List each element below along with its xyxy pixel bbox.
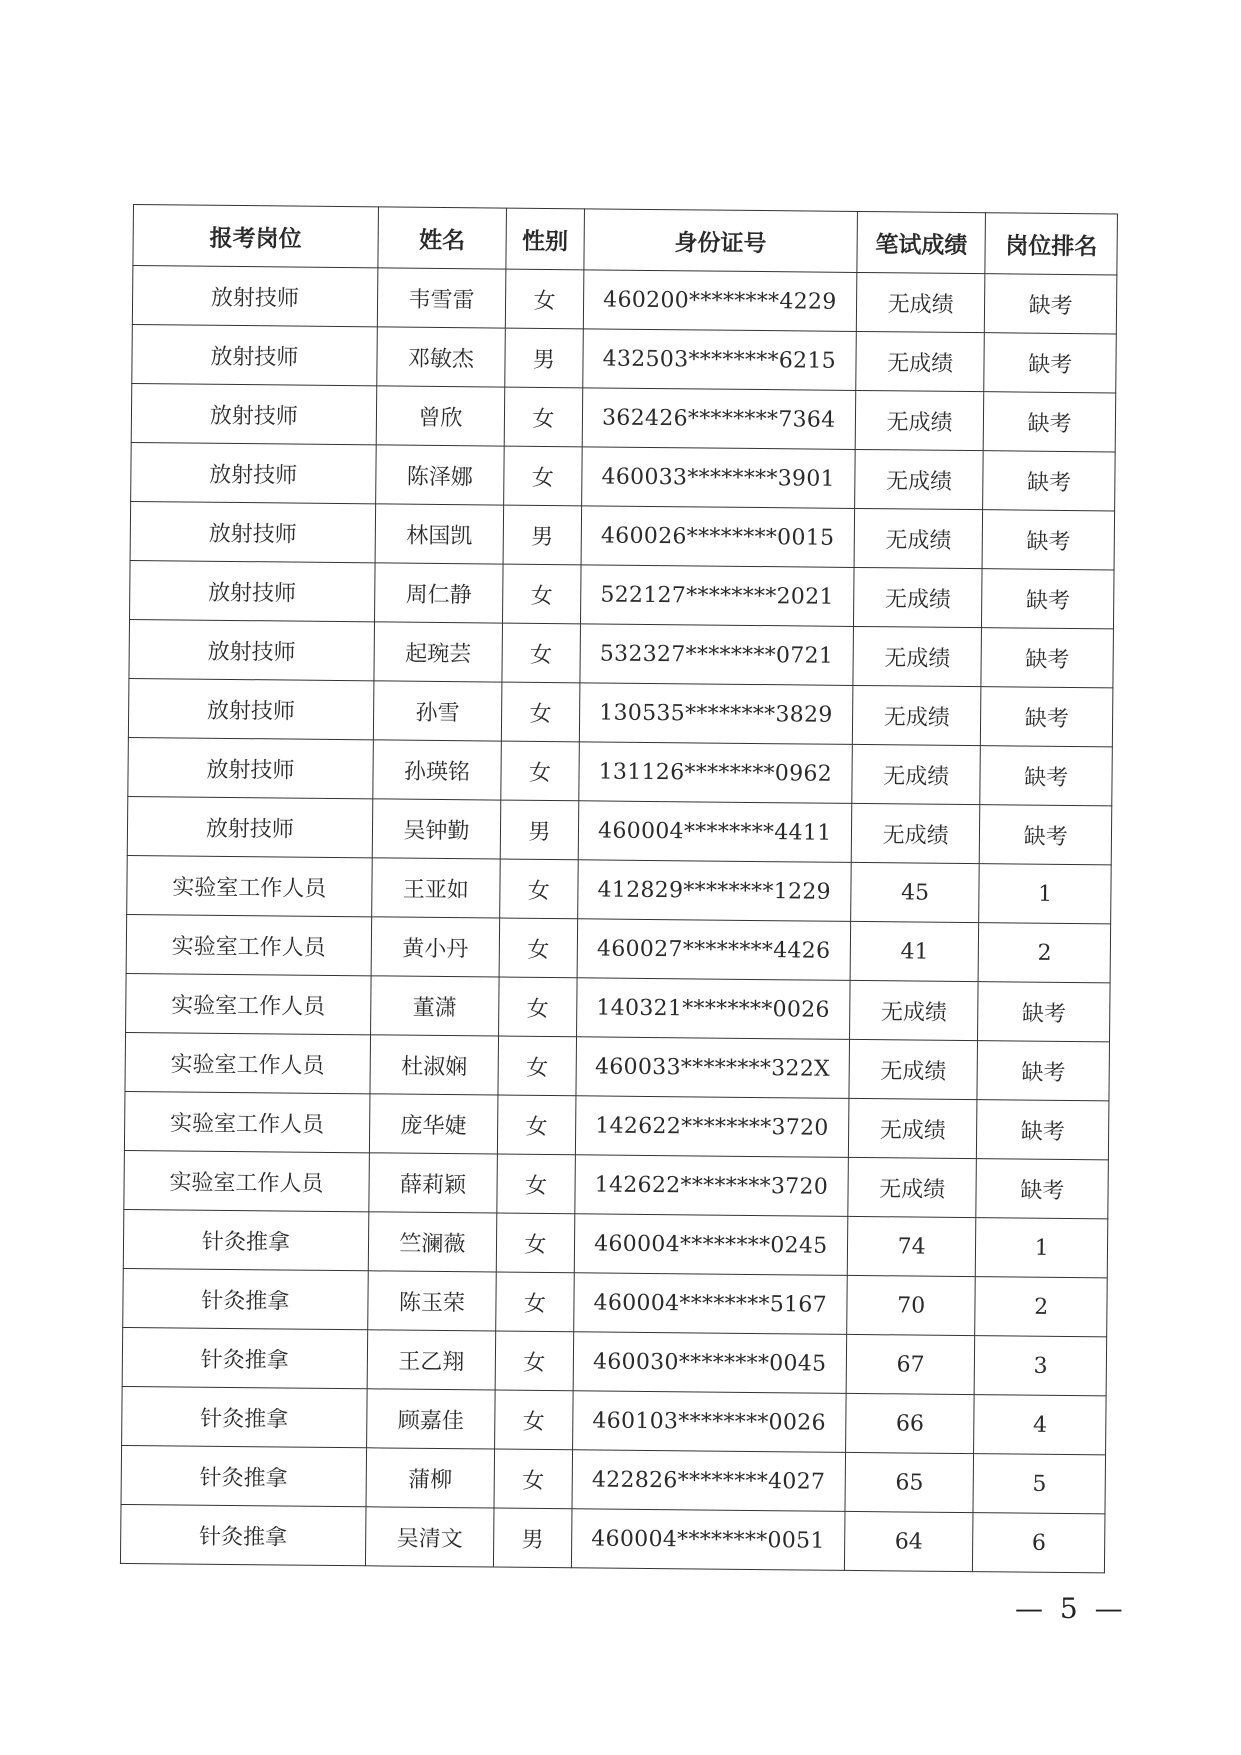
cell-position: 针灸推拿 bbox=[123, 1209, 368, 1270]
cell-gender: 女 bbox=[504, 446, 582, 506]
cell-written-score: 41 bbox=[850, 921, 979, 981]
cell-rank: 缺考 bbox=[978, 982, 1110, 1042]
table-row bbox=[123, 1209, 1108, 1277]
table-row bbox=[126, 914, 1111, 982]
cell-name: 陈玉荣 bbox=[367, 1271, 496, 1331]
cell-written-score: 无成绩 bbox=[855, 390, 984, 450]
cell-name: 黄小丹 bbox=[371, 917, 500, 977]
table-row bbox=[131, 383, 1116, 451]
cell-id-number: 142622********3720 bbox=[574, 1155, 848, 1217]
cell-position: 放射技师 bbox=[132, 324, 377, 385]
header-gender: 性别 bbox=[506, 208, 584, 270]
cell-id-number: 460103********0026 bbox=[572, 1391, 846, 1453]
cell-id-number: 460004********5167 bbox=[573, 1273, 847, 1335]
header-rank: 岗位排名 bbox=[985, 213, 1117, 275]
table-row bbox=[124, 1091, 1109, 1159]
cell-gender: 女 bbox=[496, 1213, 574, 1273]
cell-rank: 2 bbox=[978, 923, 1110, 983]
cell-rank: 1 bbox=[976, 1218, 1108, 1278]
cell-written-score: 无成绩 bbox=[853, 626, 982, 686]
cell-name: 王亚如 bbox=[371, 858, 500, 918]
cell-rank: 缺考 bbox=[982, 510, 1114, 570]
cell-gender: 男 bbox=[503, 505, 581, 565]
cell-rank: 缺考 bbox=[983, 451, 1115, 511]
cell-rank: 4 bbox=[974, 1395, 1106, 1455]
cell-name: 竺澜薇 bbox=[368, 1212, 497, 1272]
cell-id-number: 460027********4426 bbox=[577, 919, 851, 981]
cell-rank: 缺考 bbox=[981, 687, 1113, 747]
cell-name: 起琬芸 bbox=[374, 622, 503, 682]
cell-id-number: 522127********2021 bbox=[580, 565, 854, 627]
table-row bbox=[127, 796, 1112, 864]
cell-rank: 1 bbox=[979, 864, 1111, 924]
cell-position: 针灸推拿 bbox=[123, 1268, 368, 1329]
cell-position: 放射技师 bbox=[130, 501, 375, 562]
cell-id-number: 422826********4027 bbox=[572, 1450, 846, 1512]
cell-rank: 6 bbox=[973, 1513, 1105, 1573]
cell-name: 庞华婕 bbox=[369, 1094, 498, 1154]
cell-name: 董潇 bbox=[370, 976, 499, 1036]
cell-id-number: 460004********0245 bbox=[574, 1214, 848, 1276]
table-row bbox=[122, 1386, 1107, 1454]
cell-position: 实验室工作人员 bbox=[125, 1032, 370, 1093]
cell-id-number: 460200********4229 bbox=[583, 270, 857, 332]
cell-written-score: 无成绩 bbox=[848, 1098, 977, 1158]
cell-rank: 缺考 bbox=[977, 1041, 1109, 1101]
cell-gender: 女 bbox=[497, 1154, 575, 1214]
table-row bbox=[129, 619, 1114, 687]
cell-name: 韦雪雷 bbox=[377, 268, 506, 328]
table-row bbox=[122, 1327, 1107, 1395]
table-row bbox=[130, 501, 1115, 569]
cell-written-score: 67 bbox=[846, 1334, 975, 1394]
cell-gender: 女 bbox=[499, 977, 577, 1037]
cell-position: 实验室工作人员 bbox=[124, 1150, 369, 1211]
cell-rank: 3 bbox=[975, 1336, 1107, 1396]
cell-id-number: 532327********0721 bbox=[580, 624, 854, 686]
cell-rank: 缺考 bbox=[984, 333, 1116, 393]
cell-written-score: 无成绩 bbox=[849, 980, 978, 1040]
cell-id-number: 432503********6215 bbox=[582, 329, 856, 391]
header-id-number: 身份证号 bbox=[584, 209, 858, 273]
cell-written-score: 无成绩 bbox=[848, 1157, 977, 1217]
cell-gender: 女 bbox=[499, 918, 577, 978]
cell-position: 实验室工作人员 bbox=[126, 914, 371, 975]
cell-rank: 缺考 bbox=[980, 746, 1112, 806]
cell-written-score: 无成绩 bbox=[849, 1039, 978, 1099]
cell-name: 林国凯 bbox=[375, 504, 504, 564]
header-position: 报考岗位 bbox=[133, 205, 378, 268]
table-row bbox=[128, 737, 1113, 805]
table-header-row bbox=[133, 205, 1118, 275]
table-row bbox=[132, 266, 1117, 334]
cell-written-score: 65 bbox=[845, 1452, 974, 1512]
cell-name: 顾嘉佳 bbox=[366, 1389, 495, 1449]
cell-rank: 2 bbox=[975, 1277, 1107, 1337]
cell-written-score: 74 bbox=[847, 1216, 976, 1276]
cell-written-score: 66 bbox=[845, 1393, 974, 1453]
cell-position: 实验室工作人员 bbox=[127, 855, 372, 916]
cell-position: 放射技师 bbox=[130, 560, 375, 621]
cell-gender: 女 bbox=[496, 1272, 574, 1332]
cell-gender: 男 bbox=[500, 800, 578, 860]
cell-gender: 女 bbox=[500, 859, 578, 919]
cell-name: 周仁静 bbox=[374, 563, 503, 623]
cell-id-number: 460033********3901 bbox=[581, 447, 855, 509]
cell-written-score: 无成绩 bbox=[856, 272, 985, 332]
cell-written-score: 无成绩 bbox=[854, 508, 983, 568]
header-written-score: 笔试成绩 bbox=[857, 211, 986, 273]
results-table bbox=[120, 204, 1118, 1573]
cell-rank: 缺考 bbox=[980, 805, 1112, 865]
cell-name: 吴钟勤 bbox=[372, 799, 501, 859]
cell-id-number: 460004********0051 bbox=[571, 1509, 845, 1571]
cell-id-number: 140321********0026 bbox=[576, 978, 850, 1040]
table-row bbox=[124, 1150, 1109, 1218]
results-table-container bbox=[120, 204, 1118, 1573]
cell-name: 杜淑娴 bbox=[370, 1035, 499, 1095]
cell-id-number: 460004********4411 bbox=[578, 801, 852, 863]
cell-id-number: 460030********0045 bbox=[573, 1332, 847, 1394]
cell-id-number: 131126********0962 bbox=[578, 742, 852, 804]
cell-gender: 女 bbox=[502, 682, 580, 742]
table-row bbox=[125, 1032, 1110, 1100]
table-row bbox=[120, 1504, 1105, 1572]
cell-gender: 女 bbox=[495, 1331, 573, 1391]
header-name: 姓名 bbox=[378, 207, 507, 269]
cell-rank: 缺考 bbox=[977, 1100, 1109, 1160]
cell-name: 吴清文 bbox=[365, 1507, 494, 1567]
cell-name: 孙瑛铭 bbox=[373, 740, 502, 800]
cell-name: 孙雪 bbox=[373, 681, 502, 741]
page-number: — 5 — bbox=[1015, 1592, 1127, 1625]
cell-name: 陈泽娜 bbox=[375, 445, 504, 505]
cell-name: 邓敏杰 bbox=[376, 327, 505, 387]
table-row bbox=[128, 678, 1113, 746]
cell-position: 针灸推拿 bbox=[122, 1327, 367, 1388]
cell-rank: 缺考 bbox=[982, 569, 1114, 629]
table-row bbox=[123, 1268, 1108, 1336]
cell-gender: 女 bbox=[498, 1036, 576, 1096]
cell-id-number: 142622********3720 bbox=[575, 1096, 849, 1158]
cell-written-score: 无成绩 bbox=[855, 449, 984, 509]
table-row bbox=[121, 1445, 1106, 1513]
cell-position: 针灸推拿 bbox=[120, 1504, 365, 1565]
cell-id-number: 460033********322X bbox=[576, 1037, 850, 1099]
cell-gender: 女 bbox=[506, 269, 584, 329]
cell-gender: 男 bbox=[494, 1508, 572, 1568]
table-row bbox=[132, 324, 1117, 392]
cell-position: 实验室工作人员 bbox=[124, 1091, 369, 1152]
cell-written-score: 无成绩 bbox=[852, 744, 981, 804]
table-row bbox=[127, 855, 1112, 923]
cell-position: 放射技师 bbox=[128, 678, 373, 739]
cell-written-score: 无成绩 bbox=[852, 685, 981, 745]
table-body bbox=[120, 266, 1116, 1573]
cell-written-score: 无成绩 bbox=[851, 803, 980, 863]
cell-rank: 缺考 bbox=[984, 392, 1116, 452]
cell-position: 放射技师 bbox=[127, 796, 372, 857]
cell-position: 放射技师 bbox=[129, 619, 374, 680]
table-row bbox=[130, 560, 1115, 628]
cell-gender: 女 bbox=[503, 564, 581, 624]
cell-gender: 女 bbox=[495, 1390, 573, 1450]
table-row bbox=[131, 442, 1116, 510]
cell-id-number: 362426********7364 bbox=[582, 388, 856, 450]
cell-written-score: 70 bbox=[847, 1275, 976, 1335]
cell-gender: 女 bbox=[494, 1449, 572, 1509]
cell-gender: 女 bbox=[498, 1095, 576, 1155]
cell-id-number: 130535********3829 bbox=[579, 683, 853, 745]
cell-name: 曾欣 bbox=[376, 386, 505, 446]
cell-rank: 缺考 bbox=[985, 274, 1117, 334]
cell-rank: 缺考 bbox=[981, 628, 1113, 688]
cell-gender: 女 bbox=[504, 387, 582, 447]
cell-written-score: 45 bbox=[851, 862, 980, 922]
cell-written-score: 无成绩 bbox=[853, 567, 982, 627]
cell-rank: 缺考 bbox=[976, 1159, 1108, 1219]
cell-id-number: 460026********0015 bbox=[581, 506, 855, 568]
cell-written-score: 64 bbox=[844, 1511, 973, 1571]
cell-position: 放射技师 bbox=[131, 383, 376, 444]
cell-gender: 女 bbox=[501, 741, 579, 801]
cell-position: 针灸推拿 bbox=[121, 1445, 366, 1506]
cell-position: 针灸推拿 bbox=[122, 1386, 367, 1447]
cell-name: 蒲柳 bbox=[366, 1448, 495, 1508]
cell-rank: 5 bbox=[973, 1454, 1105, 1514]
cell-position: 实验室工作人员 bbox=[126, 973, 371, 1034]
cell-position: 放射技师 bbox=[131, 442, 376, 503]
cell-gender: 男 bbox=[505, 328, 583, 388]
cell-written-score: 无成绩 bbox=[856, 331, 985, 391]
cell-name: 王乙翔 bbox=[367, 1330, 496, 1390]
cell-position: 放射技师 bbox=[128, 737, 373, 798]
cell-position: 放射技师 bbox=[132, 266, 377, 327]
cell-id-number: 412829********1229 bbox=[577, 860, 851, 922]
table-row bbox=[126, 973, 1111, 1041]
cell-name: 薛莉颖 bbox=[369, 1153, 498, 1213]
cell-gender: 女 bbox=[502, 623, 580, 683]
